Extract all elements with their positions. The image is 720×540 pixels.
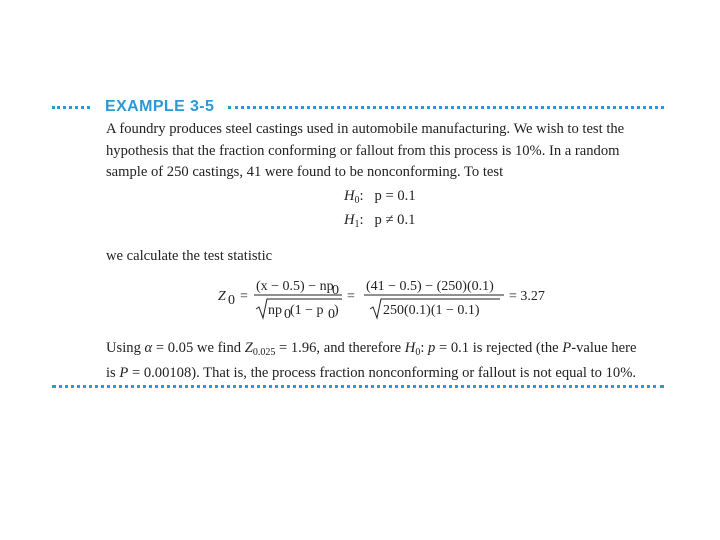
pvalue-p-symbol: P (562, 340, 572, 356)
alpha-symbol: α (144, 340, 153, 356)
intro-line-3: sample of 250 castings, 41 were found to be nonconforming. To test (106, 164, 504, 180)
eq-num2: (41 − 0.5) − (250)(0.1) (366, 279, 494, 294)
eq-result: = 3.27 (509, 289, 545, 304)
c-text-d: : (420, 340, 429, 356)
eq-equals-2: = (347, 289, 355, 304)
eq-den1: np (268, 303, 282, 318)
h1-label: H (344, 212, 355, 228)
eq-num1: (x − 0.5) − np (256, 279, 334, 294)
h0-relation: p = 0.1 (374, 188, 416, 204)
h0-label: H (344, 188, 355, 204)
eq-lhs: Z (218, 289, 226, 304)
c-text-e: = 0.1 is rejected (the (435, 340, 563, 356)
c-text-a: Using (106, 340, 145, 356)
conclusion-paragraph (106, 338, 666, 384)
intro-paragraph (106, 119, 666, 184)
z-symbol: Z (244, 340, 253, 356)
example-title: EXAMPLE 3-5 (105, 98, 215, 115)
eq-equals-1: = (240, 289, 248, 304)
c2-text-a: is (106, 365, 120, 381)
intro-line-2: hypothesis that the fraction conforming or fallout from this process is 10%. In a random (106, 142, 620, 159)
conclusion-line-1 (106, 338, 666, 363)
eq-den1-close: ) (334, 303, 339, 318)
equation-svg (218, 272, 558, 324)
c-text-b: = 0.05 we find (152, 340, 245, 356)
null-hypothesis: $H_0$: p = 0.1 (344, 188, 416, 206)
h0-subscript: 0 (354, 195, 360, 206)
eq-num1-sub: 0 (332, 283, 339, 298)
c-text-f: -value here (571, 340, 637, 356)
h-subscript: 0 (415, 347, 421, 358)
h-symbol: H (404, 340, 416, 356)
p-value-symbol: P (119, 365, 129, 381)
eq-den1-rest: (1 − p (290, 303, 324, 318)
conclusion-line-2 (106, 363, 666, 384)
alternative-hypothesis: $H_1$: p ≠ 0.1 (344, 212, 416, 230)
eq-den1-sub: 0 (284, 307, 291, 322)
test-statistic-equation (218, 272, 558, 324)
c2-text-b: = 0.00108). That is, the process fraction nonconforming or fallout is not equal to 10%. (128, 365, 637, 381)
intro-line-1: A foundry produces steel castings used in automobile manufacturing. We wish to test the (106, 121, 625, 137)
eq-den1-sub2: 0 (328, 307, 335, 322)
dotted-rule-bottom (52, 385, 664, 388)
z-subscript: 0.025 (252, 347, 276, 358)
dotted-rule-left (52, 106, 90, 109)
dotted-rule-right (228, 106, 664, 109)
example-header (52, 96, 664, 118)
calc-text: we calculate the test statistic (106, 248, 273, 264)
h1-subscript: 1 (354, 219, 360, 230)
eq-lhs-sub: 0 (228, 293, 235, 308)
h1-relation: p ≠ 0.1 (374, 212, 416, 228)
eq-den2: 250(0.1)(1 − 0.1) (383, 303, 480, 318)
p-symbol: p (428, 340, 436, 356)
c-text-c: = 1.96, and therefore (275, 340, 405, 356)
